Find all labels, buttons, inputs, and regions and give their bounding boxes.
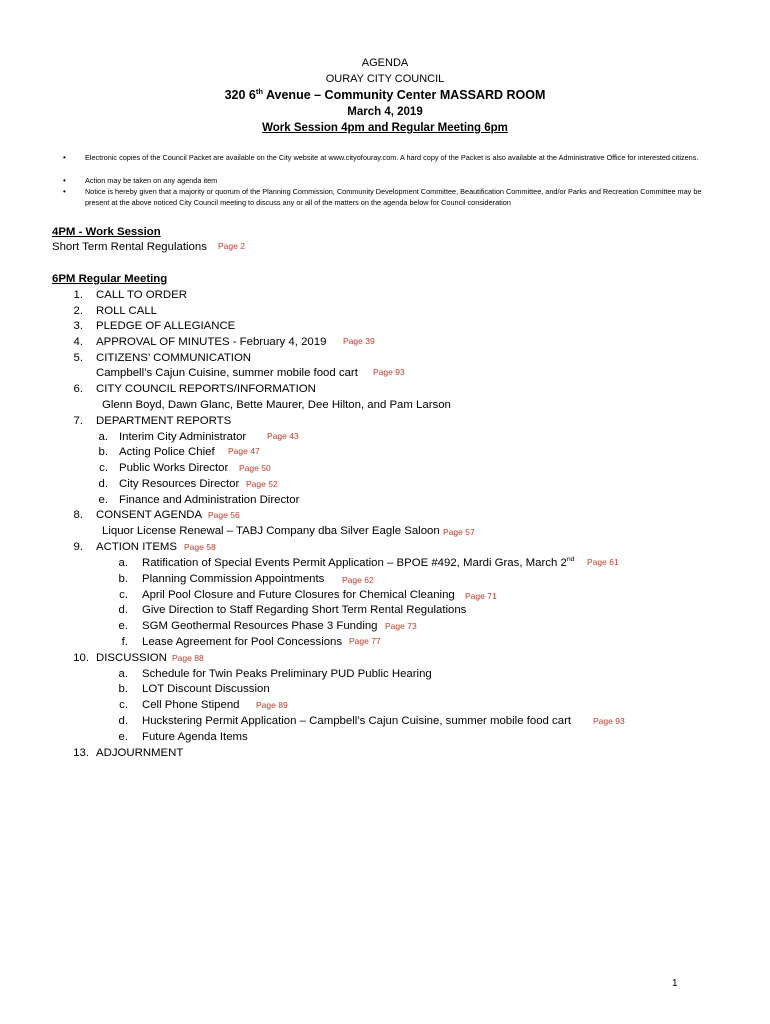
page-ref: Page 43 bbox=[267, 431, 299, 441]
note-electronic-copies: Electronic copies of the Council Packet are available on the City website at www.cityofouray.com. A hard copy of the Packet is also available at the Administrative Office for interested citizens. bbox=[85, 153, 699, 162]
agenda-subitem: SGM Geothermal Resources Phase 3 Funding bbox=[142, 620, 378, 632]
agenda-subitem: April Pool Closure and Future Closures for Chemical Cleaning bbox=[142, 589, 455, 601]
subitem-letter: c. bbox=[119, 699, 128, 711]
agenda-subitem: Huckstering Permit Application – Campbell’s Cajun Cuisine, summer mobile food cart bbox=[142, 715, 572, 727]
subitem-letter: e. bbox=[118, 731, 128, 743]
subitem-letter: b. bbox=[98, 446, 108, 458]
subitem-letter: d. bbox=[98, 478, 108, 490]
page-ref: Page 77 bbox=[349, 636, 381, 646]
subitem-letter: f. bbox=[121, 636, 128, 648]
bullet-icon: • bbox=[63, 176, 66, 185]
item-number: 7. bbox=[73, 415, 83, 427]
agenda-item: CITIZENS’ COMMUNICATION bbox=[96, 352, 252, 364]
subitem-letter: c. bbox=[119, 589, 128, 601]
bullet-icon: • bbox=[63, 187, 66, 196]
agenda-subitem: Planning Commission Appointments bbox=[142, 573, 325, 585]
bullet-icon: • bbox=[63, 153, 66, 162]
agenda-subitem: Acting Police Chief bbox=[119, 446, 215, 458]
page-ref: Page 73 bbox=[385, 621, 417, 631]
meeting-date: March 4, 2019 bbox=[347, 106, 423, 118]
venue bbox=[0, 88, 770, 102]
regular-meeting-heading: 6PM Regular Meeting bbox=[52, 273, 168, 285]
agenda-subitem: Lease Agreement for Pool Concessions bbox=[142, 636, 343, 648]
agenda-subitem: Give Direction to Staff Regarding Short Term Rental Regulations bbox=[142, 604, 467, 616]
agenda-subitem: Campbell’s Cajun Cuisine, summer mobile food cart bbox=[96, 367, 358, 379]
agenda-item: ROLL CALL bbox=[96, 305, 157, 317]
venue-suffix: th bbox=[255, 86, 263, 96]
item-number: 6. bbox=[73, 383, 83, 395]
venue-name: Avenue – Community Center MASSARD ROOM bbox=[262, 88, 546, 102]
item-number: 9. bbox=[73, 541, 83, 553]
subitem-letter: d. bbox=[118, 604, 128, 616]
subitem-letter: a. bbox=[98, 431, 108, 443]
item-number: 8. bbox=[73, 509, 83, 521]
subitem-letter: c. bbox=[99, 462, 108, 474]
page-ref: Page 47 bbox=[228, 446, 260, 456]
page-ref: Page 52 bbox=[246, 479, 278, 489]
page-ref: Page 61 bbox=[587, 557, 619, 567]
council-name: OURAY CITY COUNCIL bbox=[325, 73, 445, 85]
item-number: 2. bbox=[73, 305, 83, 317]
page-ref: Page 71 bbox=[465, 591, 497, 601]
agenda-subitem: Schedule for Twin Peaks Preliminary PUD Public Hearing bbox=[142, 668, 432, 680]
page-ref: Page 93 bbox=[373, 367, 405, 377]
agenda-item: PLEDGE OF ALLEGIANCE bbox=[96, 320, 236, 332]
page-ref: Page 88 bbox=[172, 653, 204, 663]
item-number: 10. bbox=[73, 652, 89, 664]
session-times: Work Session 4pm and Regular Meeting 6pm bbox=[262, 122, 508, 134]
subitem-letter: b. bbox=[118, 683, 128, 695]
agenda-item: CALL TO ORDER bbox=[96, 289, 187, 301]
page-ref: Page 58 bbox=[184, 542, 216, 552]
subitem-letter: a. bbox=[118, 668, 128, 680]
item-number: 13. bbox=[73, 747, 89, 759]
agenda-item: ACTION ITEMS bbox=[96, 541, 178, 553]
agenda-subitem: Cell Phone Stipend bbox=[142, 699, 240, 711]
subitem-letter: a. bbox=[118, 557, 128, 569]
agenda-item: CITY COUNCIL REPORTS/INFORMATION bbox=[96, 383, 316, 395]
item-number: 4. bbox=[73, 336, 83, 348]
ordinal-suffix: nd bbox=[566, 556, 575, 564]
item-number: 1. bbox=[73, 289, 83, 301]
page-ref: Page 62 bbox=[342, 575, 374, 585]
note-quorum: Notice is hereby given that a majority or quorum of the Planning Commission, Community Development Committee, Beautification Committee, and/or Parks and Recreation Committee may be present at the above noticed City Council meeting to discuss any or all of the matters on the agenda below for Council consideration bbox=[85, 187, 702, 207]
agenda-subitem: Liquor License Renewal – TABJ Company dba Silver Eagle Saloon bbox=[102, 525, 440, 537]
agenda-item: CONSENT AGENDA bbox=[96, 509, 203, 521]
page-ref: Page 2 bbox=[218, 241, 245, 251]
subitem-letter: e. bbox=[118, 620, 128, 632]
subitem-letter: e. bbox=[98, 494, 108, 506]
agenda-subitem bbox=[142, 557, 574, 569]
agenda-subitem: City Resources Director bbox=[119, 478, 240, 490]
page-ref: Page 89 bbox=[256, 700, 288, 710]
subitem-letter: d. bbox=[118, 715, 128, 727]
work-session-item: Short Term Rental Regulations bbox=[52, 241, 207, 253]
item-number: 3. bbox=[73, 320, 83, 332]
page-ref: Page 39 bbox=[343, 336, 375, 346]
page-number: 1 bbox=[672, 978, 678, 989]
agenda-subitem: Glenn Boyd, Dawn Glanc, Bette Maurer, Dee Hilton, and Pam Larson bbox=[102, 399, 451, 411]
agenda-item: APPROVAL OF MINUTES - February 4, 2019 bbox=[96, 336, 327, 348]
page-ref: Page 93 bbox=[593, 716, 625, 726]
subitem-text: Ratification of Special Events Permit Application – BPOE #492, Mardi Gras, March 2 bbox=[142, 557, 567, 569]
work-session-heading: 4PM - Work Session bbox=[52, 226, 161, 238]
agenda-item: DISCUSSION bbox=[96, 652, 167, 664]
agenda-title: AGENDA bbox=[361, 57, 409, 69]
venue-number: 320 6 bbox=[224, 88, 256, 102]
page-ref: Page 56 bbox=[208, 510, 240, 520]
agenda-subitem: Finance and Administration Director bbox=[119, 494, 300, 506]
note-action: Action may be taken on any agenda item bbox=[85, 176, 218, 185]
agenda-subitem: Interim City Administrator bbox=[119, 431, 247, 443]
agenda-item: ADJOURNMENT bbox=[96, 747, 184, 759]
item-number: 5. bbox=[73, 352, 83, 364]
agenda-subitem: Future Agenda Items bbox=[142, 731, 248, 743]
agenda-subitem: LOT Discount Discussion bbox=[142, 683, 270, 695]
agenda-item: DEPARTMENT REPORTS bbox=[96, 415, 232, 427]
page-ref: Page 50 bbox=[239, 463, 271, 473]
agenda-subitem: Public Works Director bbox=[119, 462, 229, 474]
page-ref: Page 57 bbox=[443, 527, 475, 537]
subitem-letter: b. bbox=[118, 573, 128, 585]
